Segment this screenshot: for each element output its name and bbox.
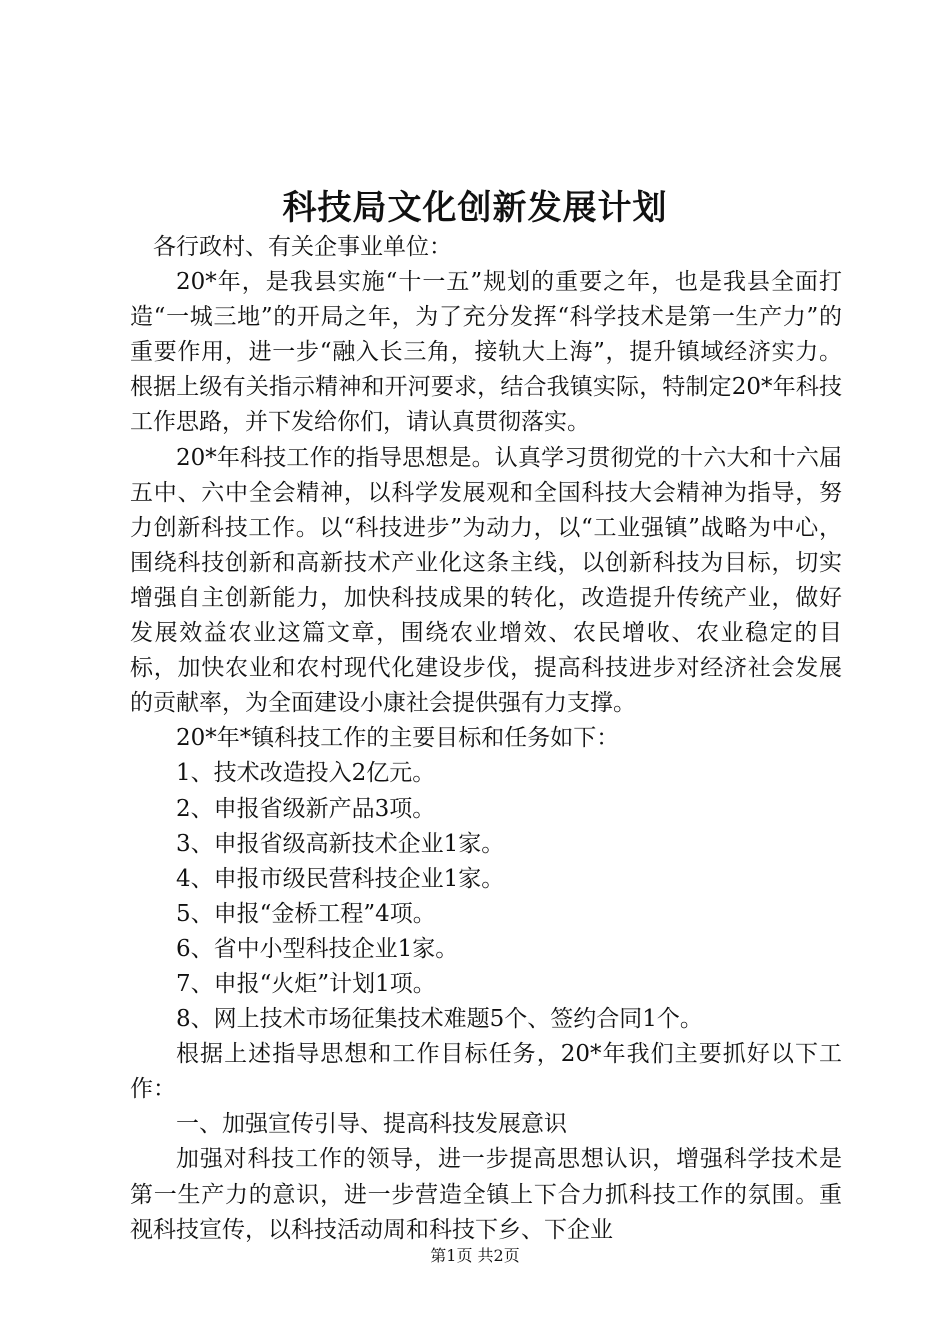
paragraph-intro: 20*年，是我县实施“十一五”规划的重要之年，也是我县全面打造“一城三地”的开局之年，为了充分发挥“科学技术是第一生产力”的重要作用，进一步“融入长三角，接轨大上海”，提升镇域经济实力。根据上级有关指示精神和开河要求，结合我镇实际，特制定20*年科技工作思路，并下发给你们，请认真贯彻落实。: [130, 269, 842, 436]
section-heading: 一、加强宣传引导、提高科技发展意识: [176, 1111, 567, 1138]
list-item: 5、申报“金桥工程”4项。: [176, 900, 436, 927]
paragraph-goals-heading: 20*年*镇科技工作的主要目标和任务如下：: [176, 725, 620, 752]
paragraph-guiding-thought: 20*年科技工作的指导思想是。认真学习贯彻党的十六大和十六届五中、六中全会精神，以科学发展观和全国科技大会精神为指导，努力创新科技工作。以“科技进步”为动力，以“工业强镇”战略为中心，围绕科技创新和高新技术产业化这条主线，以创新科技为目标，切实增强自主创新能力，加快科技成果的转化，改造提升传统产业，做好发展效益农业这篇文章，围绕农业增效、农民增收、农业稳定的目标，加快农业和农村现代化建设步伐，提高科技进步对经济社会发展的贡献率，为全面建设小康社会提供强有力支撑。: [130, 444, 842, 717]
paragraph-work-intro: 根据上述指导思想和工作目标任务，20*年我们主要抓好以下工作：: [130, 1041, 842, 1103]
document-title: 科技局文化创新发展计划: [282, 188, 668, 228]
list-item: 1、技术改造投入2亿元。: [176, 760, 436, 787]
page-footer: 第1页 共2页: [430, 1246, 520, 1265]
list-item: 2、申报省级新产品3项。: [176, 795, 436, 822]
list-item: 8、网上技术市场征集技术难题5个、签约合同1个。: [176, 1006, 703, 1033]
list-item: 4、申报市级民营科技企业1家。: [176, 865, 505, 892]
paragraph-section-body: 加强对科技工作的领导，进一步提高思想认识，增强科学技术是第一生产力的意识，进一步营造全镇上下合力抓科技工作的氛围。重视科技宣传，以科技活动周和科技下乡、下企业: [130, 1146, 842, 1243]
list-item: 7、申报“火炬”计划1项。: [176, 970, 436, 997]
list-item: 3、申报省级高新技术企业1家。: [176, 830, 505, 857]
salutation: 各行政村、有关企事业单位：: [153, 234, 452, 260]
document-body: [130, 230, 842, 1248]
list-item: 6、省中小型科技企业1家。: [176, 935, 459, 962]
